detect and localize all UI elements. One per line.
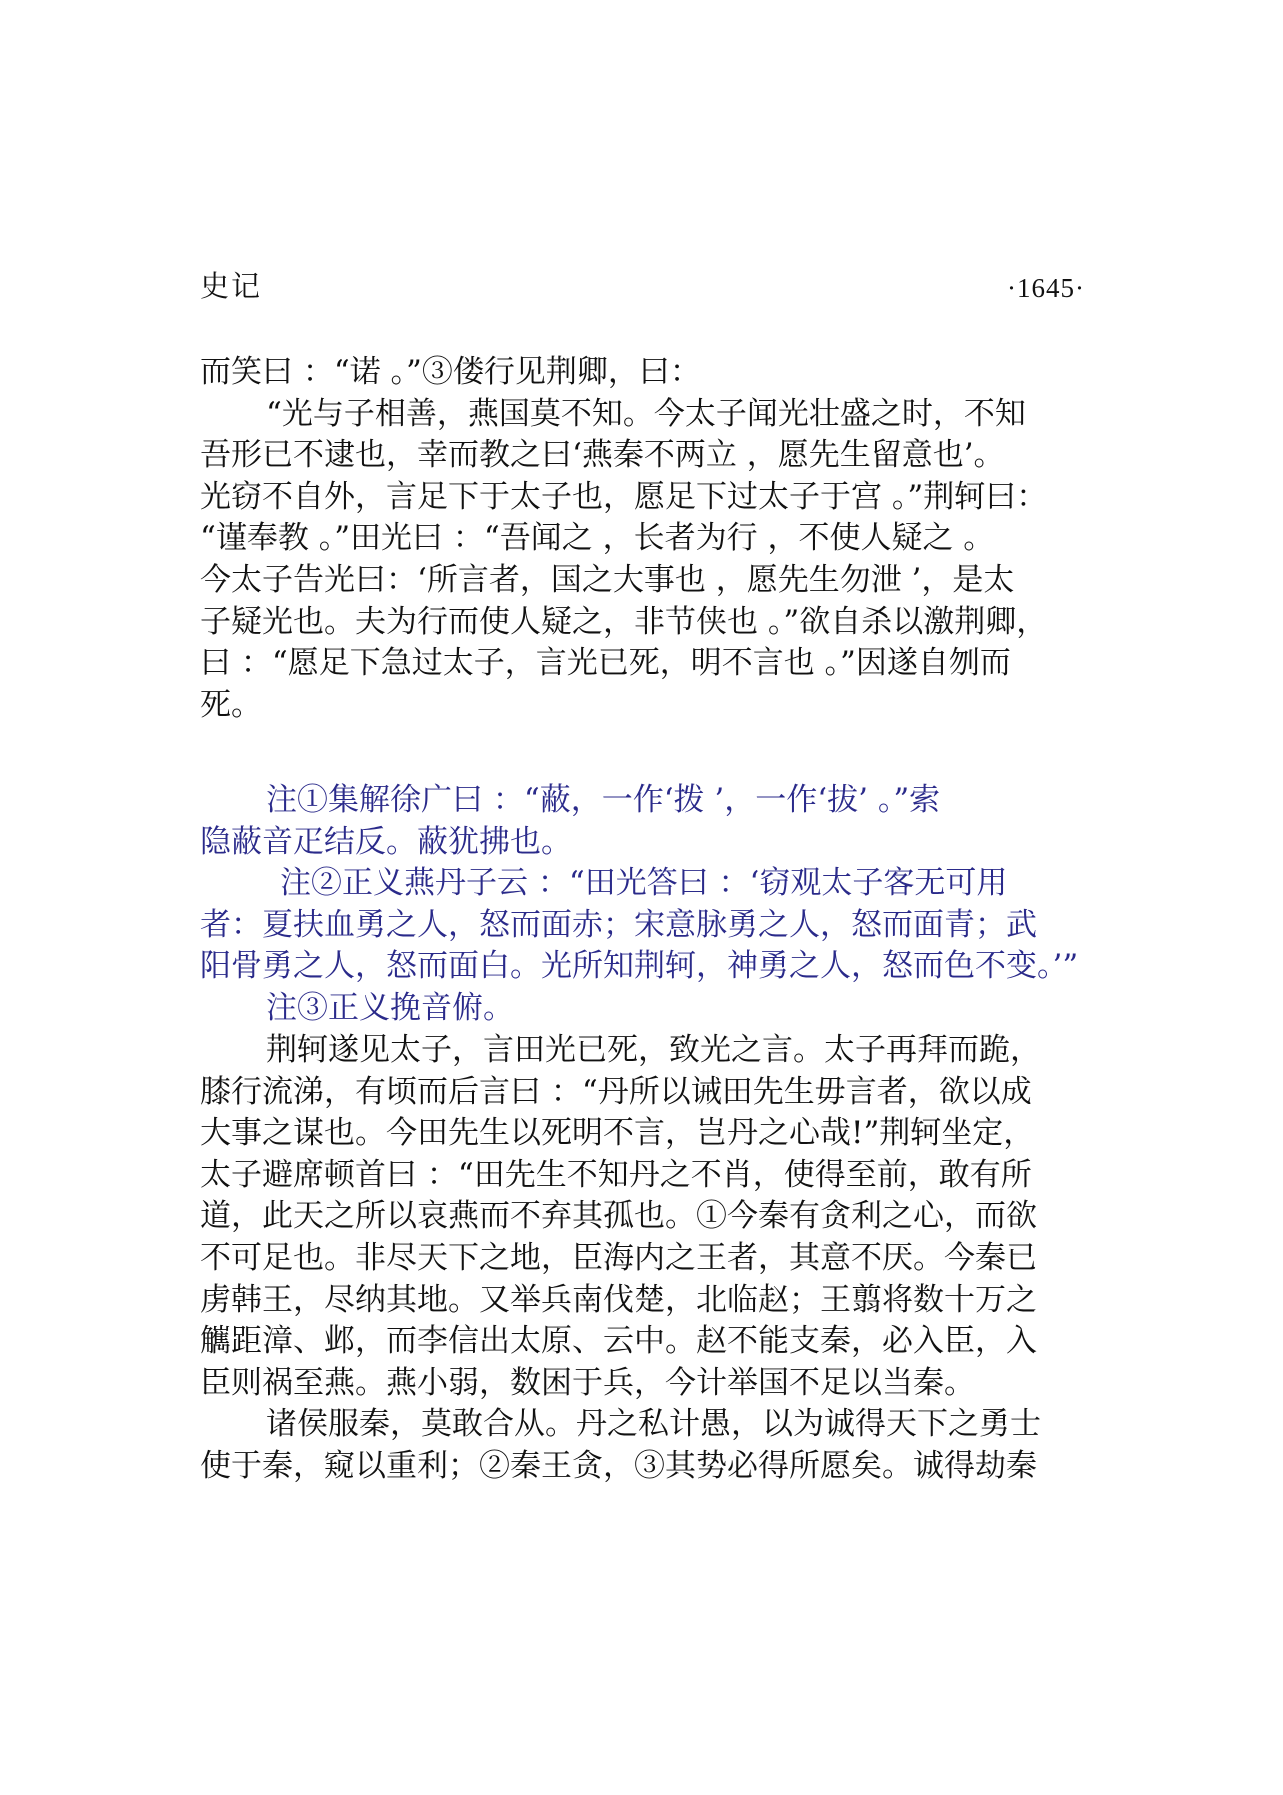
text-line: 虏韩王，尽纳其地。又举兵南伐楚，北临赵；王翦将数十万之 — [200, 1281, 1037, 1318]
note-line: 注③正义挽音俯。 — [266, 989, 514, 1026]
text-line: “谨奉教 。”田光曰 ：“吾闻之 ，长者为行 ，不使人疑之 。 — [200, 520, 995, 557]
text-line: 诸侯服秦，莫敢合从。丹之私计愚，以为诚得天下之勇士 — [266, 1406, 1041, 1443]
text-line: 今太子告光曰：‘所言者，国之大事也 ，愿先生勿泄 ’，是太 — [200, 561, 1015, 598]
note-line: 隐蔽音疋结反。蔽犹拂也。 — [200, 823, 572, 860]
text-line: 大事之谋也。今田先生以死明不言，岂丹之心哉!”荆轲坐定， — [200, 1115, 1035, 1152]
note-line: 阳骨勇之人，怒而面白。光所知荆轲，神勇之人，怒而色不变。’” — [200, 948, 1079, 985]
note-line: 者：夏扶血勇之人，怒而面赤；宋意脉勇之人，怒而面青；武 — [200, 906, 1037, 943]
text-line: 死。 — [200, 686, 262, 723]
text-line: 而笑曰 ：“诺 。”③偻行见荆卿，曰： — [200, 354, 701, 390]
book-title: 史记 — [200, 269, 263, 303]
text-line: 膝行流涕，有顷而后言曰 ：“丹所以诫田先生毋言者，欲以成 — [200, 1073, 1032, 1110]
text-line: 道，此天之所以哀燕而不弃其孤也。①今秦有贪利之心，而欲 — [200, 1198, 1037, 1235]
text-line: 太子避席顿首曰 ：“田先生不知丹之不肖，使得至前，敢有所 — [200, 1156, 1032, 1193]
text-line: 不可足也。非尽天下之地，臣海内之王者，其意不厌。今秦已 — [200, 1239, 1037, 1276]
text-line: 使于秦，窥以重利；②秦王贪，③其势必得所愿矣。诚得劫秦 — [200, 1447, 1037, 1484]
text-line: 曰 ：“愿足下急过太子，言光已死，明不言也 。”因遂自刎而 — [200, 645, 1011, 682]
note-line: 注①集解徐广曰 ：“蔽，一作‘拨 ’，一作‘拔’ 。”索 — [266, 782, 941, 818]
text-line: “光与子相善，燕国莫不知。今太子闻光壮盛之时，不知 — [266, 395, 1026, 432]
text-line: 光窃不自外，言足下于太子也，愿足下过太子于宫 。”荆轲曰： — [200, 478, 1048, 515]
page-number: ·1645· — [1007, 273, 1085, 303]
text-line: 觽距漳、邺，而李信出太原、云中。赵不能支秦，必入臣，入 — [200, 1323, 1037, 1360]
text-line: 子疑光也。夫为行而使人疑之，非节侠也 。”欲自杀以激荆卿， — [200, 603, 1048, 640]
main-text-block-1 — [200, 352, 1100, 726]
text-line: 臣则祸至燕。燕小弱，数困于兵，今计举国不足以当秦。 — [200, 1364, 975, 1401]
main-text-block-2 — [200, 1030, 1100, 1488]
note-line: 注②正义燕丹子云 ：“田光答曰 ：‘窃观太子客无可用 — [280, 865, 1008, 902]
text-line: 荆轲遂见太子，言田光已死，致光之言。太子再拜而跪， — [266, 1032, 1041, 1068]
notes-block — [200, 780, 1100, 1030]
text-line: 吾形已不逮也，幸而教之曰‘燕秦不两立 ，愿先生留意也’。 — [200, 437, 1005, 474]
